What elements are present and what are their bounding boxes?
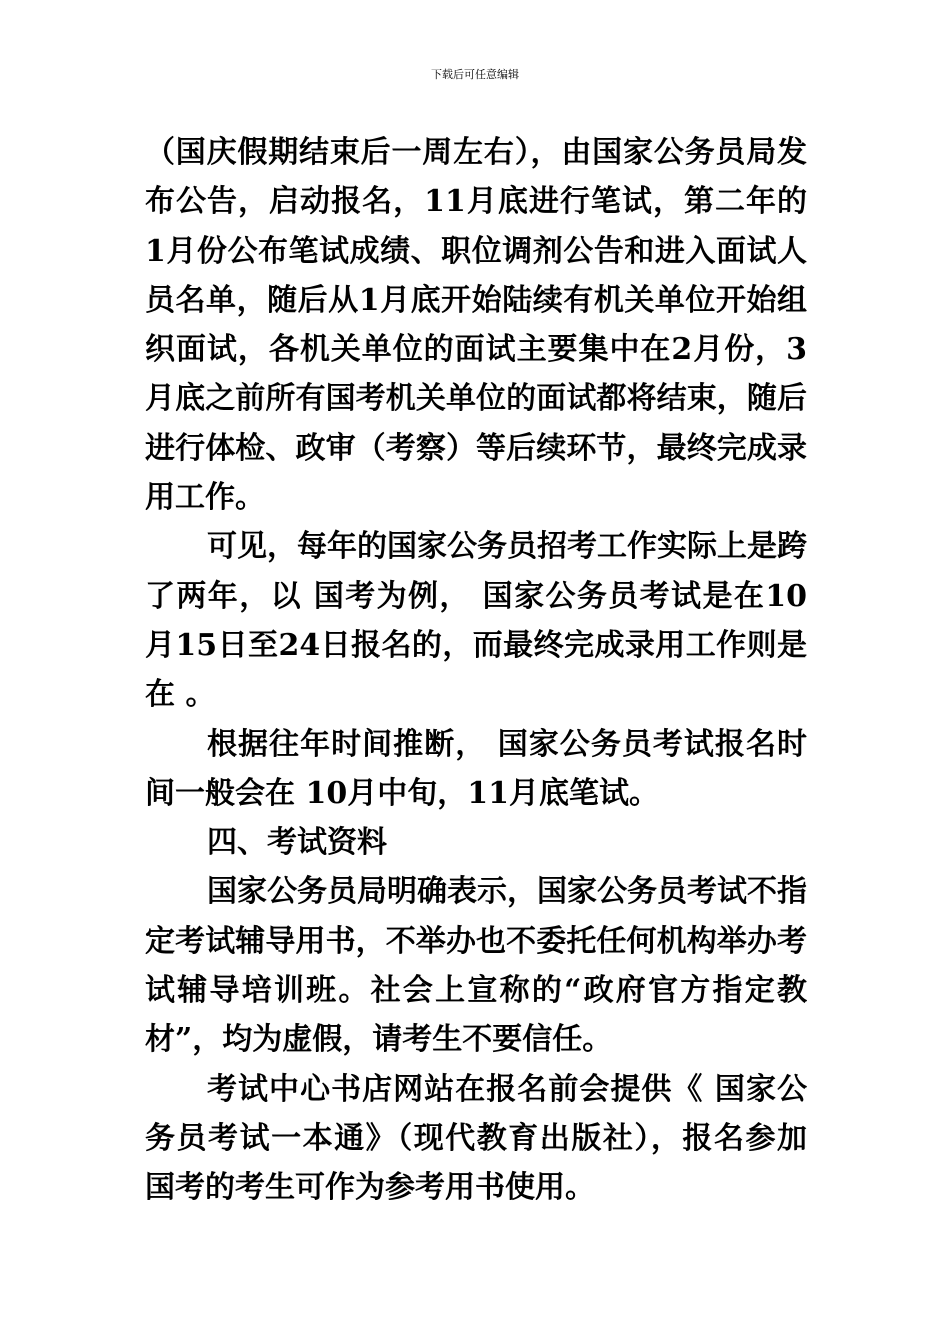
paragraph-reference-book: 考试中心书店网站在报名前会提供《 国家公务员考试一本通》（现代教育出版社），报名参加 国考的考生可作为参考用书使用。 [145,1071,807,1206]
section-heading-exam-materials: 四、考试资料 [207,825,387,861]
paragraph-registration-time: 根据往年时间推断， 国家公务员考试报名时间一般会在 10月中旬，11月底笔试。 [145,726,807,811]
paragraph-span-two-years: 可见，每年的国家公务员招考工作实际上是跨了两年，以 国考为例， 国家公务员考试是在10月15日至24日报名的，而最终完成录用工作则是在 。 [145,529,807,713]
page-header: 下载后可任意编辑 [431,68,519,81]
paragraph-schedule: （国庆假期结束后一周左右），由国家公务员局发布公告，启动报名，11月底进行笔试，第二年的1月份公布笔试成绩、职位调剂公告和进入面试人员名单，随后从1月底开始陆续有机关单位开始组织面试，各机关单位的面试主要集中在2月份，3月底之前所有国考机关单位的面试都将结束，随后进行体检、政审（考察）等后续环节，最终完成录用工作。 [145,135,807,516]
paragraph-no-designated-books: 国家公务员局明确表示，国家公务员考试不指定考试辅导用书，不举办也不委托任何机构举办考试辅导培训班。社会上宣称的“政府官方指定教材”，均为虚假，请考生不要信任。 [145,874,807,1058]
document-body [145,128,807,1213]
